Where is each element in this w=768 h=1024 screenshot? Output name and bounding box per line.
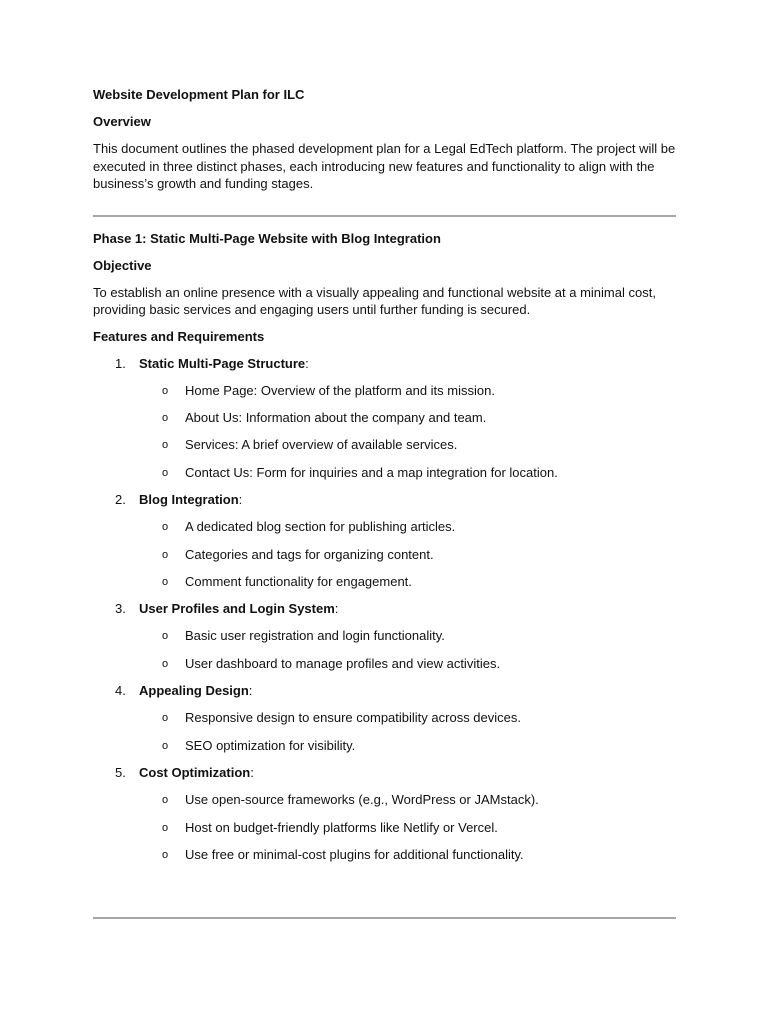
feature-item <box>93 491 676 591</box>
feature-subitems <box>139 791 676 864</box>
feature-item <box>93 764 676 864</box>
feature-subitems <box>139 382 676 482</box>
list-item-text: Contact Us: Form for inquiries and a map integration for location. <box>185 464 558 480</box>
feature-item <box>93 355 676 482</box>
list-item-text: Comment functionality for engagement. <box>185 573 412 589</box>
circle-bullet-icon: o <box>162 521 169 534</box>
horizontal-divider <box>93 215 676 217</box>
list-item <box>139 436 676 454</box>
overview-paragraph: This document outlines the phased development plan for a Legal EdTech platform. The project will be executed in three distinct phases, each introducing new features and functionality to align with the business’s growth and funding stages. <box>93 141 676 191</box>
feature-title: Cost Optimization <box>139 764 251 780</box>
feature-number: 1. <box>115 355 126 371</box>
feature-subitems <box>139 627 676 672</box>
list-item-text: Basic user registration and login functionality. <box>185 628 445 644</box>
list-item <box>139 573 676 591</box>
overview-heading: Overview <box>93 114 151 129</box>
feature-number: 2. <box>115 491 126 507</box>
feature-title-colon: : <box>238 491 243 507</box>
list-item <box>139 737 676 755</box>
feature-title-colon: : <box>250 764 254 780</box>
circle-bullet-icon: o <box>162 739 169 752</box>
feature-title-colon: : <box>305 355 309 371</box>
features-heading: Features and Requirements <box>93 328 265 344</box>
list-item-text: Use open-source frameworks (e.g., WordPress or JAMstack). <box>185 792 539 808</box>
feature-subitems <box>139 518 676 591</box>
list-item <box>139 819 676 837</box>
list-item-text: Categories and tags for organizing content. <box>185 546 434 562</box>
circle-bullet-icon: o <box>162 575 169 588</box>
list-item <box>139 464 676 482</box>
list-item-text: SEO optimization for visibility. <box>185 737 356 753</box>
feature-number: 5. <box>115 764 126 780</box>
feature-title-colon: : <box>248 683 253 699</box>
feature-title: Static Multi-Page Structure <box>139 355 306 371</box>
list-item-text: A dedicated blog section for publishing articles. <box>185 519 456 535</box>
list-item-text: Services: A brief overview of available services. <box>185 437 458 453</box>
feature-title: Blog Integration <box>139 491 239 507</box>
features-list <box>93 355 676 864</box>
list-item <box>139 518 676 536</box>
list-item <box>139 709 676 727</box>
feature-title: Appealing Design <box>139 683 249 699</box>
circle-bullet-icon: o <box>162 794 169 807</box>
list-item-text: Use free or minimal-cost plugins for additional functionality. <box>185 846 524 862</box>
list-item-text: Responsive design to ensure compatibility across devices. <box>185 710 522 726</box>
circle-bullet-icon: o <box>162 821 169 834</box>
circle-bullet-icon: o <box>162 412 169 425</box>
feature-item <box>93 682 676 755</box>
list-item-text: Host on budget-friendly platforms like Netlify or Vercel. <box>185 819 498 835</box>
circle-bullet-icon: o <box>162 657 169 670</box>
list-item <box>139 546 676 564</box>
document-page <box>93 86 676 873</box>
circle-bullet-icon: o <box>162 384 169 397</box>
list-item <box>139 655 676 673</box>
circle-bullet-icon: o <box>162 848 169 861</box>
document-title: Website Development Plan for ILC <box>93 87 305 102</box>
objective-heading: Objective <box>93 257 152 273</box>
feature-item <box>93 600 676 673</box>
phase-1-title: Phase 1: Static Multi-Page Website with Blog Integration <box>93 230 441 246</box>
bottom-divider <box>93 917 676 919</box>
list-item <box>139 791 676 809</box>
feature-title-colon: : <box>334 601 339 617</box>
circle-bullet-icon: o <box>162 712 169 725</box>
list-item-text: About Us: Information about the company and team. <box>185 410 487 426</box>
feature-title: User Profiles and Login System <box>139 601 335 617</box>
feature-number: 3. <box>115 601 126 617</box>
circle-bullet-icon: o <box>162 548 169 561</box>
circle-bullet-icon: o <box>162 466 169 479</box>
list-item <box>139 409 676 427</box>
list-item <box>139 382 676 400</box>
list-item <box>139 846 676 864</box>
circle-bullet-icon: o <box>162 439 169 452</box>
list-item-text: User dashboard to manage profiles and view activities. <box>185 655 501 671</box>
feature-subitems <box>139 709 676 754</box>
list-item <box>139 627 676 645</box>
feature-number: 4. <box>115 683 126 699</box>
list-item-text: Home Page: Overview of the platform and its mission. <box>185 382 495 398</box>
objective-paragraph: To establish an online presence with a visually appealing and functional website at a minimal cost, providing basic services and engaging users until further funding is secured. <box>93 284 656 317</box>
circle-bullet-icon: o <box>162 630 169 643</box>
